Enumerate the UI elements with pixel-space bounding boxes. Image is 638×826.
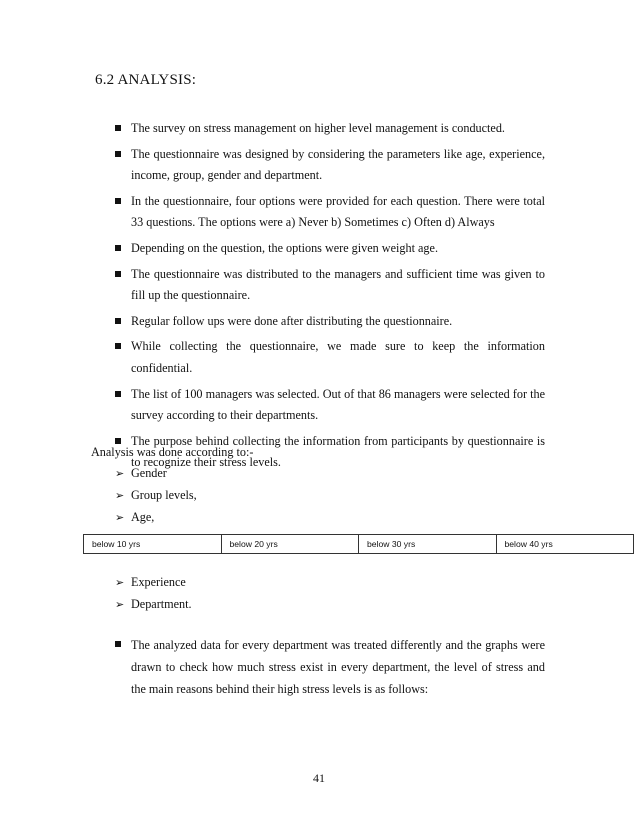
square-bullet-icon: [115, 125, 121, 131]
arrow-bullet-icon: ➢: [115, 490, 125, 502]
final-bullet-list: [115, 634, 545, 700]
bullet-text: While collecting the questionnaire, we made sure to keep the information confidential.: [131, 339, 545, 375]
bullet-text: The purpose behind collecting the information from participants by questionnaire is to recognize their stress levels.: [131, 433, 545, 470]
criteria-item: [115, 571, 192, 593]
bullet-text: The list of 100 managers was selected. Out of that 86 managers were selected for the survey according to their departments.: [131, 386, 545, 423]
bullet-item: [115, 191, 545, 234]
section-heading: 6.2 ANALYSIS:: [95, 72, 197, 88]
criteria-text: Experience: [131, 575, 186, 589]
criteria-item: [115, 593, 192, 615]
bullet-item: [115, 238, 545, 260]
bullet-text: The questionnaire was distributed to the managers and sufficient time was given to fill up the questionnaire.: [131, 266, 545, 303]
square-bullet-icon: [115, 391, 121, 397]
bullet-text: The survey on stress management on higher level management is conducted.: [131, 121, 505, 135]
square-bullet-icon: [115, 271, 121, 277]
arrow-bullet-icon: ➢: [115, 577, 125, 589]
table-cell: below 20 yrs: [221, 535, 359, 554]
table-cell: below 30 yrs: [359, 535, 497, 554]
criteria-list-part2: [115, 571, 192, 615]
table-cell: below 10 yrs: [84, 535, 222, 554]
arrow-bullet-icon: ➢: [115, 468, 125, 480]
square-bullet-icon: [115, 318, 121, 324]
bullet-text: Depending on the question, the options were given weight age.: [131, 240, 438, 255]
square-bullet-icon: [115, 343, 121, 349]
table-cell: below 40 yrs: [496, 535, 634, 554]
criteria-text: Group levels,: [131, 488, 197, 502]
page-number: 41: [313, 771, 325, 785]
bullet-item: [115, 264, 545, 307]
age-group-table: [83, 534, 634, 554]
bullet-item: [115, 118, 545, 140]
square-bullet-icon: [115, 151, 121, 157]
analysis-intro: Analysis was done according to:-: [91, 445, 254, 459]
criteria-text: Gender: [131, 466, 167, 480]
survey-bullet-list: [115, 118, 545, 478]
bullet-item: [115, 311, 545, 333]
bullet-item: [115, 144, 545, 187]
criteria-text: Age,: [131, 510, 155, 524]
bullet-item: [115, 634, 545, 700]
square-bullet-icon: [115, 198, 121, 204]
arrow-bullet-icon: ➢: [115, 512, 125, 524]
bullet-item: [115, 336, 545, 379]
table-row: [84, 535, 634, 554]
bullet-item: [115, 384, 545, 427]
criteria-text: Department.: [131, 597, 192, 611]
square-bullet-icon: [115, 641, 121, 647]
criteria-item: [115, 506, 197, 528]
bullet-text: Regular follow ups were done after distributing the questionnaire.: [131, 313, 453, 328]
criteria-list-part1: [115, 462, 197, 528]
criteria-item: [115, 462, 197, 484]
square-bullet-icon: [115, 245, 121, 251]
criteria-item: [115, 484, 197, 506]
bullet-text: The analyzed data for every department was treated differently and the graphs were drawn to check how much stress exist in every department, the level of stress and the main reasons behind their high stress levels is as follows:: [131, 638, 545, 696]
bullet-text: In the questionnaire, four options were provided for each question. There were total 33 questions. The options were a) Never b) Sometimes c) Often d) Always: [131, 193, 545, 230]
arrow-bullet-icon: ➢: [115, 599, 125, 611]
bullet-text: The questionnaire was designed by considering the parameters like age, experience, income, group, gender and department.: [131, 146, 545, 183]
